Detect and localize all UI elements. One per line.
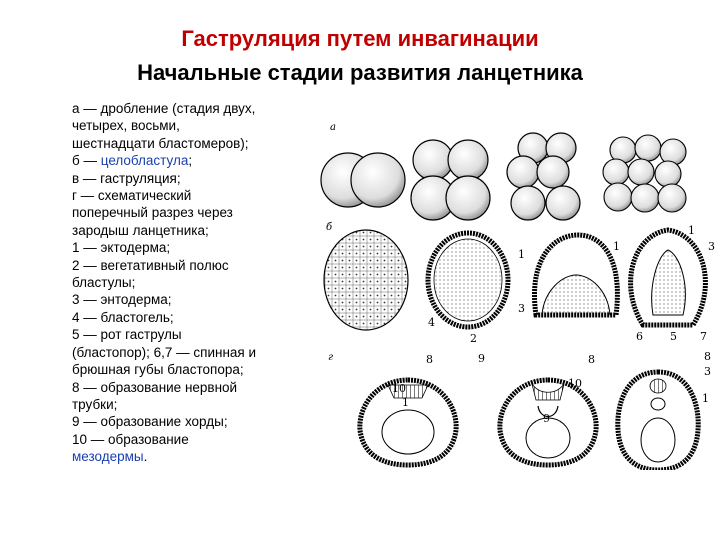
blastula-section bbox=[428, 233, 508, 327]
label-5: 5 bbox=[670, 330, 677, 343]
legend-line: зародыш ланцетника; bbox=[72, 222, 209, 238]
late-gastrula-section bbox=[631, 230, 706, 325]
legend-line: 5 — рот гаструлы bbox=[72, 327, 182, 343]
early-gastrula-section bbox=[534, 235, 617, 315]
legend-line: четырех, восьми, bbox=[72, 118, 180, 134]
label-3c: 3 bbox=[704, 365, 711, 378]
label-7: 7 bbox=[700, 330, 707, 343]
legend-line: 3 — энтодерма; bbox=[72, 292, 172, 308]
label-9b: 9 bbox=[543, 412, 550, 425]
legend-line: 9 — образование хорды; bbox=[72, 414, 228, 430]
label-10b: 10 bbox=[568, 377, 582, 390]
label-1: 1 bbox=[518, 248, 525, 261]
label-4: 4 bbox=[428, 316, 435, 329]
legend-line: 8 — образование нервной bbox=[72, 379, 238, 395]
label-1c: 1 bbox=[688, 224, 695, 237]
neurula-section-late bbox=[618, 372, 698, 470]
row-label-g: г bbox=[328, 352, 334, 363]
legend-line-b bbox=[72, 152, 317, 169]
legend-b-suffix: ; bbox=[188, 153, 193, 169]
legend-line: 10 — образование bbox=[72, 431, 189, 447]
lancelet-development-figure bbox=[318, 110, 720, 470]
title-line-2: Начальные стадии развития ланцетника bbox=[137, 60, 583, 85]
cleavage-eight-cells bbox=[507, 133, 580, 220]
legend-line: бластулы; bbox=[72, 275, 136, 291]
label-9a: 9 bbox=[478, 352, 485, 365]
legend-line: 2 — вегетативный полюс bbox=[72, 257, 229, 273]
legend-text bbox=[72, 100, 317, 466]
row-label-a: а bbox=[330, 122, 336, 133]
legend-line-last bbox=[72, 448, 317, 465]
label-3: 3 bbox=[518, 302, 525, 315]
legend-line: а — дробление (стадия двух, bbox=[72, 101, 256, 116]
legend-line: (бластопор); 6,7 — спинная и bbox=[72, 344, 257, 360]
legend-line: шестнадцати бластомеров); bbox=[72, 135, 249, 151]
cleavage-sixteen-cells bbox=[603, 135, 686, 212]
label-1b: 1 bbox=[613, 240, 620, 253]
row-label-b: б bbox=[326, 222, 333, 233]
legend-line: трубки; bbox=[72, 396, 118, 412]
legend-line: поперечный разрез через bbox=[72, 205, 233, 221]
label-1c-bottom: 1 bbox=[702, 392, 709, 405]
blastula-surface bbox=[324, 230, 408, 330]
label-8b: 8 bbox=[588, 353, 595, 366]
label-10a: 10 bbox=[392, 382, 406, 395]
neurula-section-early bbox=[360, 380, 456, 465]
label-1a: 1 bbox=[402, 396, 409, 409]
legend-last-highlight: мезодермы bbox=[72, 449, 144, 465]
label-8a: 8 bbox=[426, 353, 433, 366]
label-8c: 8 bbox=[704, 350, 711, 363]
title-line-1: Гаструляция путем инвагинации bbox=[181, 26, 539, 51]
legend-line: 4 — бластогель; bbox=[72, 309, 174, 325]
cleavage-two-cells bbox=[321, 153, 405, 207]
legend-b-prefix: б — bbox=[72, 153, 101, 169]
label-6: 6 bbox=[636, 330, 643, 343]
legend-line: в — гаструляция; bbox=[72, 170, 181, 186]
cleavage-four-cells bbox=[411, 140, 490, 220]
legend-b-highlight: целобластула bbox=[100, 153, 189, 169]
legend-line: 1 — эктодерма; bbox=[72, 240, 171, 256]
legend-line: брюшная губы бластопора; bbox=[72, 362, 244, 378]
legend-last-suffix: . bbox=[143, 449, 148, 465]
label-2: 2 bbox=[470, 332, 477, 345]
label-3b: 3 bbox=[708, 240, 715, 253]
legend-line: г — схематический bbox=[72, 188, 192, 204]
